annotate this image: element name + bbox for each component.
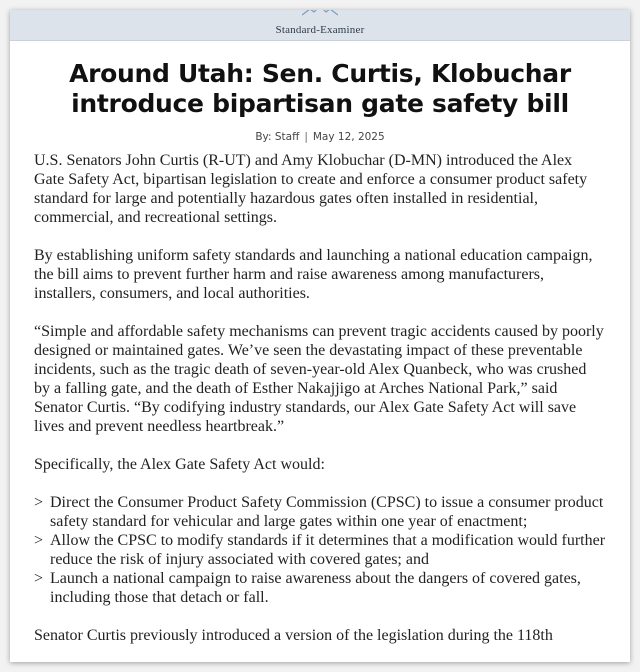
paragraph-4-intro: Specifically, the Alex Gate Safety Act would: xyxy=(34,456,325,473)
list-item xyxy=(34,493,606,531)
article-card xyxy=(10,10,630,662)
bullet-marker: > xyxy=(34,532,44,549)
paragraph-2: By establishing uniform safety standards and launching a national education campaign, the bill aims to prevent further harm and raise awareness among manufacturers, installers, consumers, and local authorities. xyxy=(34,247,593,302)
list-item-text: Direct the Consumer Product Safety Commission (CPSC) to issue a consumer product safety standard for vehicular and large gates within one year of enactment; xyxy=(50,494,604,530)
byline xyxy=(10,131,630,143)
paragraph-3-quote: “Simple and affordable safety mechanisms can prevent tragic accidents caused by poorly designed or maintained gates. We’ve seen the devastating impact of these preventable incidents, such as the tragic death of seven-year-old Alex Quanbeck, who was crushed by a falling gate, and the death of Esther Nakajjigo at Arches National Park,” said Senator Curtis. “By codifying industry standards, our Alex Gate Safety Act will save lives and prevent needless heartbreak.” xyxy=(34,323,604,435)
bullet-marker: > xyxy=(34,570,44,587)
brand-name: Standard-Examiner xyxy=(275,24,365,36)
masthead-logo[interactable] xyxy=(276,16,365,34)
list-item-text: Allow the CPSC to modify standards if it determines that a modification would further reduce the risk of injury associated with covered gates; and xyxy=(50,532,606,568)
headline-line-2: introduce bipartisan gate safety bill xyxy=(71,89,569,118)
masthead xyxy=(10,10,630,41)
mountain-logo-icon xyxy=(302,10,338,16)
byline-author: By: Staff xyxy=(255,131,300,143)
byline-date: May 12, 2025 xyxy=(312,131,385,143)
headline-line-1: Around Utah: Sen. Curtis, Klobuchar xyxy=(69,59,571,88)
closing-paragraph: Senator Curtis previously introduced a version of the legislation during the 118th xyxy=(34,627,553,644)
byline-separator: | xyxy=(304,131,308,143)
article-headline xyxy=(30,59,610,119)
article-body xyxy=(34,151,606,645)
paragraph-1: U.S. Senators John Curtis (R-UT) and Amy Klobuchar (D-MN) introduced the Alex Gate Safety Act, bipartisan legislation to create and enforce a consumer product safety standard for large and potentially hazardous gates often installed in residential, commercial, and recreational settings. xyxy=(34,152,588,226)
list-item xyxy=(34,569,606,607)
list-item xyxy=(34,531,606,569)
bullet-marker: > xyxy=(34,494,44,511)
list-item-text: Launch a national campaign to raise awareness about the dangers of covered gates, including those that detach or fall. xyxy=(50,570,581,606)
provisions-list xyxy=(34,493,606,607)
